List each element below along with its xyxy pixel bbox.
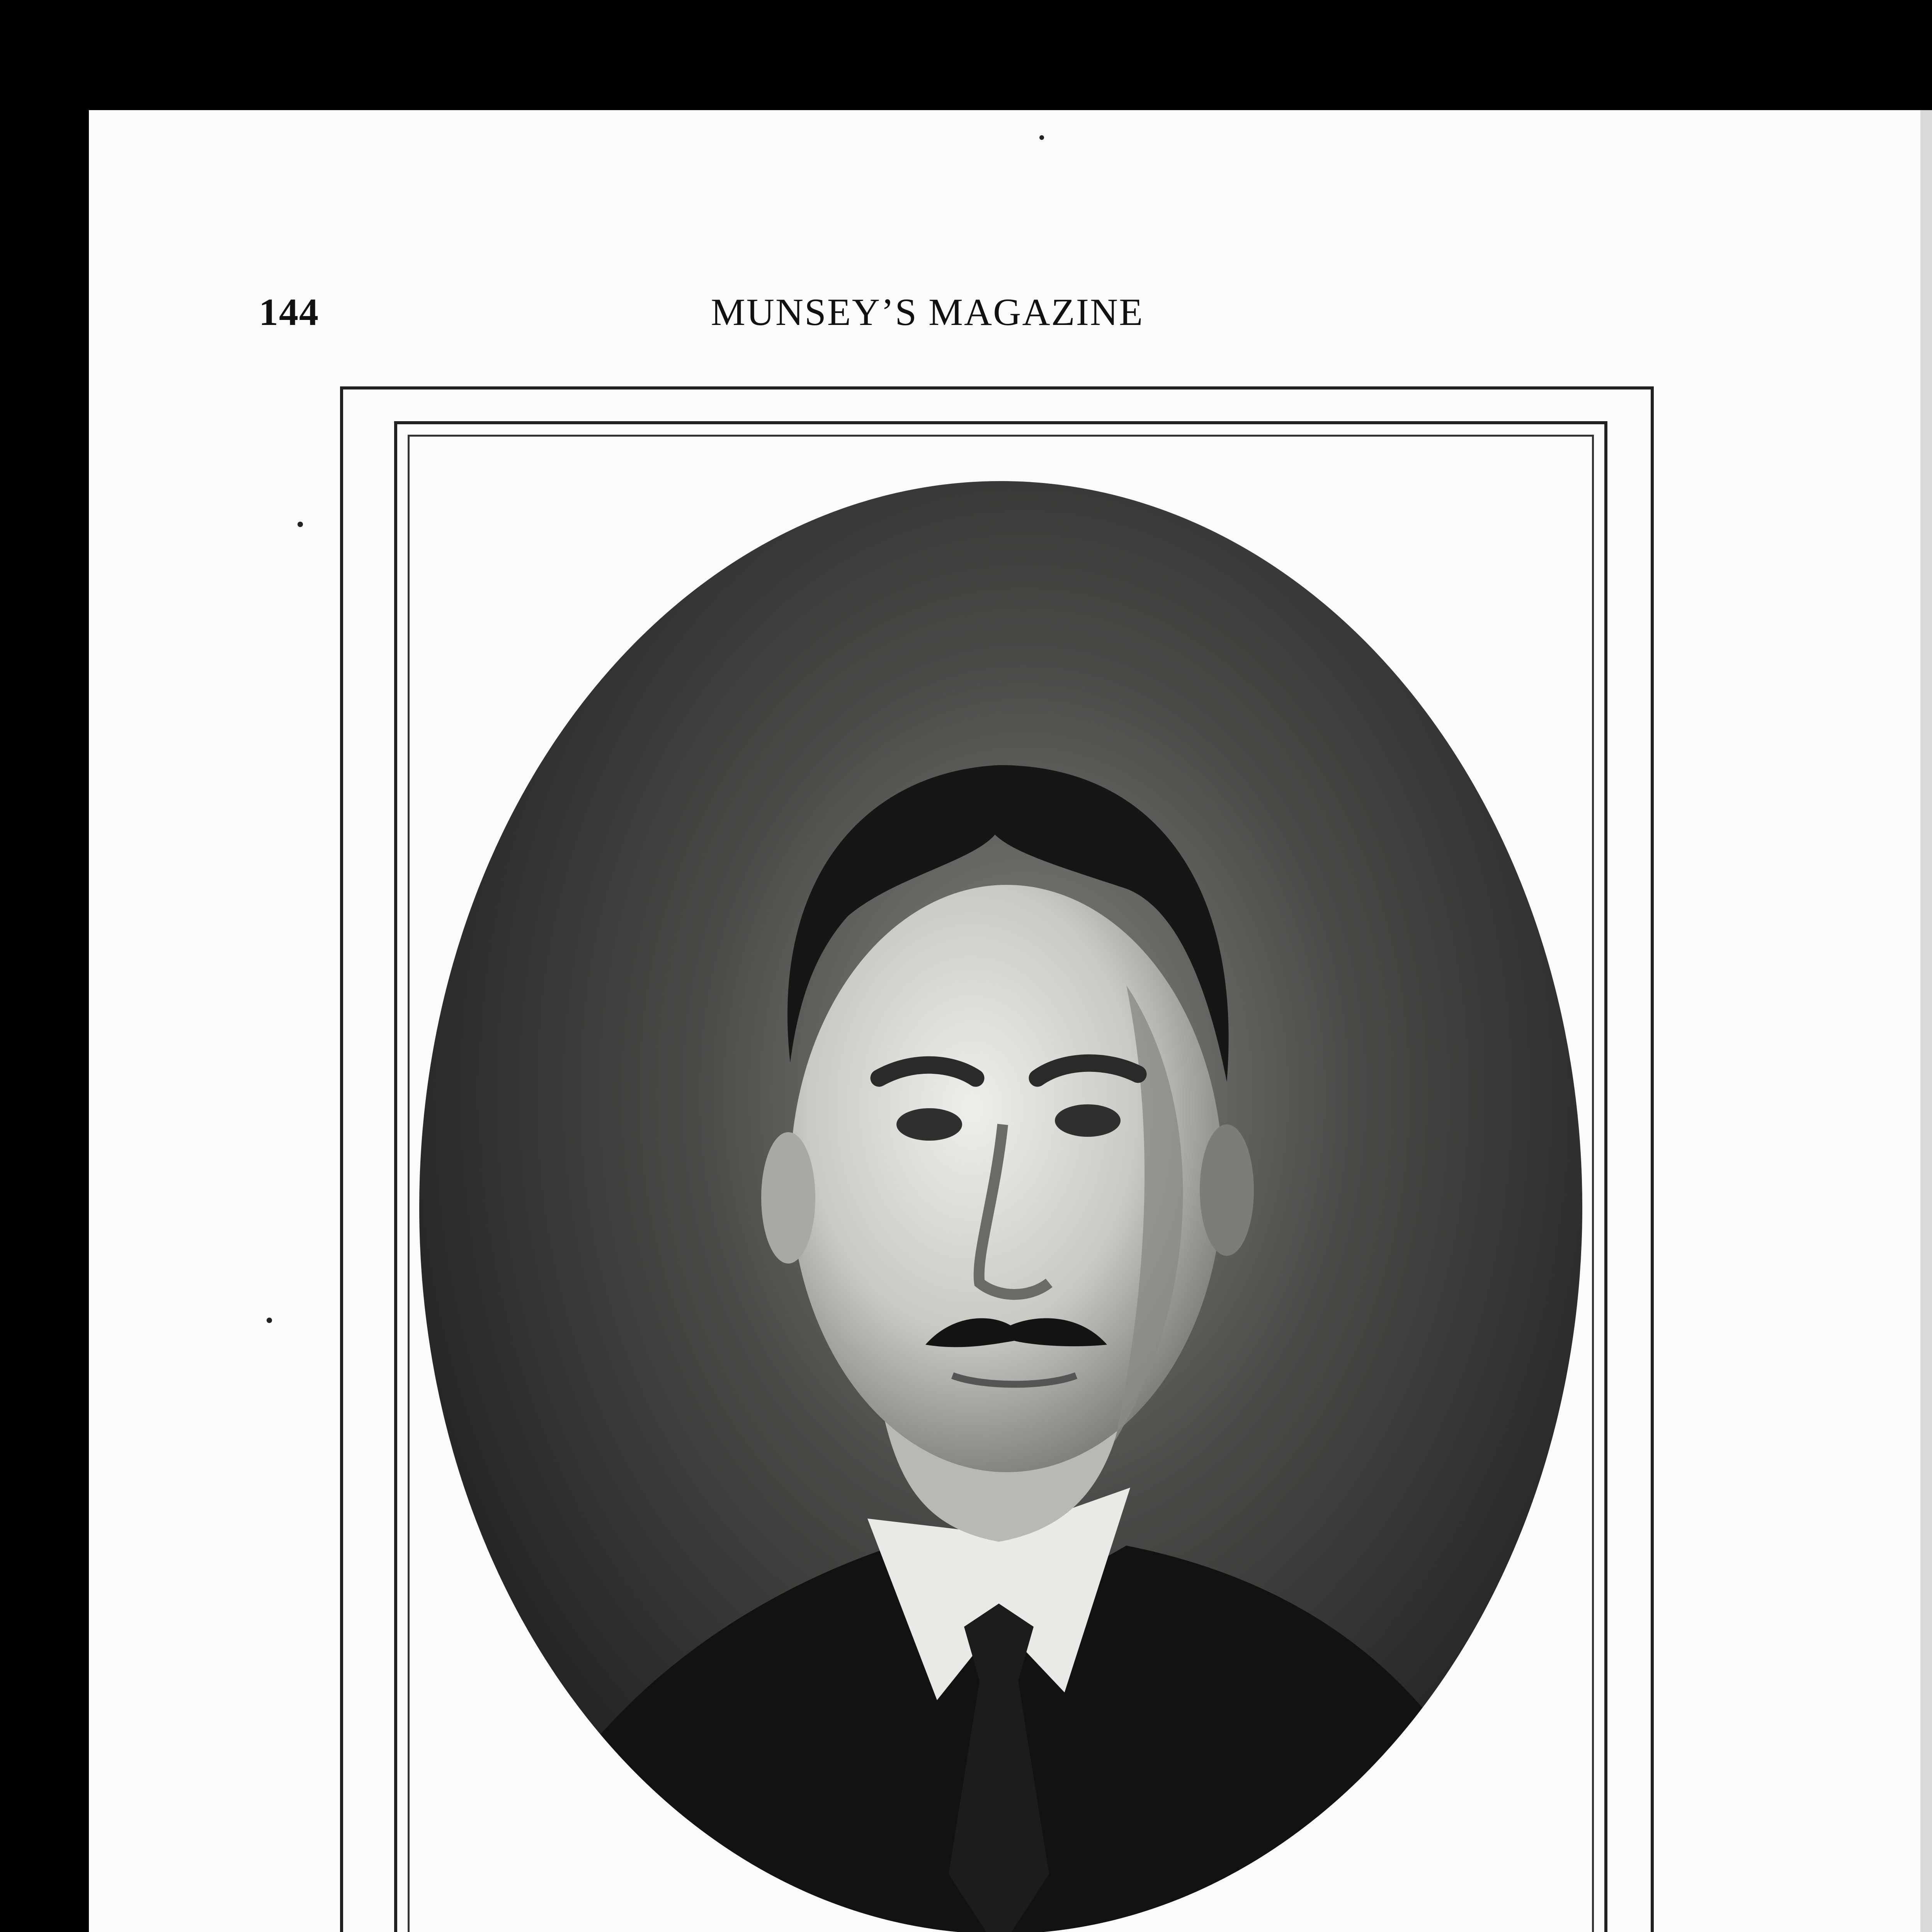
print-speck	[298, 522, 303, 527]
page-number: 144	[259, 291, 319, 333]
print-speck	[267, 1318, 272, 1323]
page-edge	[1920, 110, 1932, 1932]
running-head: MUNSEY’S MAGAZINE	[711, 291, 1144, 333]
print-speck	[1039, 135, 1044, 140]
portrait-photo	[412, 444, 1590, 1932]
